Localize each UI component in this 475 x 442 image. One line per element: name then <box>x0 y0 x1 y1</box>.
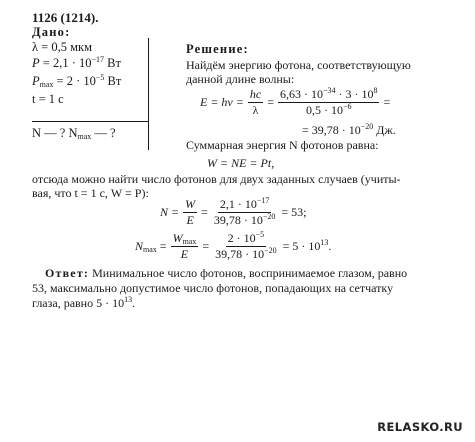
answer-label: Ответ: <box>45 266 90 280</box>
pmax-unit: Вт <box>104 74 122 88</box>
energy-frac1 <box>248 88 263 117</box>
nmax-lhs-sub: max <box>143 245 157 254</box>
answer-line1 <box>45 266 407 281</box>
answer-exp: 13 <box>124 295 133 304</box>
nmax-frac2-den-a: 39,78 · 10 <box>215 247 265 261</box>
given-pmax <box>32 74 121 89</box>
nmax-frac1-num <box>171 232 199 247</box>
nmax-frac1-den: E <box>180 247 189 261</box>
given-power <box>32 56 121 71</box>
pmax-symbol: P <box>32 74 40 88</box>
power-value: = 2,1 · 10 <box>39 56 92 70</box>
n-frac2-den-a: 39,78 · 10 <box>213 213 263 227</box>
nmax-result-exp: 13 <box>320 238 329 247</box>
nmax-result-a: = 5 · 10 <box>282 239 321 253</box>
watermark: RELASKO.RU <box>377 420 463 434</box>
nmax-frac2 <box>213 232 279 261</box>
energy-lhs: E = hν = <box>200 95 244 109</box>
energy-frac2-num-exp2: 8 <box>373 86 378 95</box>
n-frac2-num <box>218 198 272 213</box>
nmax-eq: = <box>202 239 210 253</box>
energy-equation <box>200 88 390 117</box>
solution-line1: Найдём энергию фотона, соответствующую <box>186 58 411 72</box>
energy-frac1-num: hc <box>249 87 262 101</box>
energy-result <box>302 123 396 138</box>
find-line <box>32 126 116 141</box>
power-symbol: P <box>32 56 40 70</box>
nmax-result <box>283 239 332 254</box>
energy-tail: = <box>383 95 391 109</box>
nmax-frac2-den <box>213 247 279 261</box>
energy-frac2-den-exp: −6 <box>342 102 352 111</box>
answer-text1: Минимальное число фотонов, воспринимаемое глазом, равно <box>89 266 408 280</box>
given-divider <box>32 121 148 122</box>
energy-frac2-num-b: · 3 · 10 <box>335 87 374 101</box>
nmax-lhs-eq: = <box>156 239 167 253</box>
problem-number: 1126 (1214). <box>32 10 99 25</box>
nmax-result-tail: . <box>328 239 332 253</box>
pmax-exponent: −5 <box>95 73 105 82</box>
power-unit: Вт <box>104 56 121 70</box>
pmax-value: = 2 · 10 <box>53 74 96 88</box>
solution-line3: Суммарная энергия N фотонов равна: <box>186 138 379 152</box>
nmax-frac1 <box>171 232 199 261</box>
find-subscript: max <box>77 132 92 141</box>
total-energy-equation: W = NE = Pt, <box>207 156 275 170</box>
solution-line4: отсюда можно найти число фотонов для двух заданных случаев (учиты- <box>32 172 401 186</box>
energy-frac2-num-exp: −34 <box>322 86 336 95</box>
solution-title: Решение: <box>186 42 249 56</box>
n-equation <box>160 198 307 227</box>
energy-result-a: = 39,78 · 10 <box>302 123 361 137</box>
energy-frac2-den <box>304 103 354 117</box>
nmax-frac1-num-symbol: W <box>172 231 183 245</box>
n-frac1-num: W <box>185 197 196 211</box>
nmax-frac2-den-exp: −20 <box>264 246 277 255</box>
nmax-equation <box>135 232 331 261</box>
n-frac2-den-exp: −20 <box>262 212 276 221</box>
n-frac2-num-exp: −17 <box>256 196 270 205</box>
nmax-frac1-num-sub: max <box>182 237 197 246</box>
n-lhs: N = <box>160 205 180 219</box>
n-frac2-den <box>212 213 278 227</box>
find-tail: — ? <box>91 126 116 140</box>
nmax-frac2-num <box>226 232 267 247</box>
energy-frac1-den: λ <box>252 103 259 117</box>
given-vertical-divider <box>148 38 149 150</box>
n-frac2 <box>212 198 278 227</box>
answer-text3a: глаза, равно 5 · 10 <box>32 296 125 310</box>
energy-frac2-num-a: 6,63 · 10 <box>279 87 323 101</box>
energy-result-exp: −20 <box>360 122 374 131</box>
n-frac1-den: E <box>186 213 194 227</box>
power-exponent: −17 <box>91 55 104 64</box>
given-title: Дано: <box>32 25 71 39</box>
answer-line3 <box>32 296 135 311</box>
given-wavelength: λ = 0,5 мкм <box>32 40 93 54</box>
n-frac2-num-a: 2,1 · 10 <box>219 197 257 211</box>
n-eq: = <box>201 205 208 219</box>
given-time: t = 1 с <box>32 92 64 106</box>
energy-frac2-num <box>278 88 380 103</box>
nmax-frac2-num-exp: −5 <box>255 230 265 239</box>
energy-eq: = <box>267 95 274 109</box>
energy-result-unit: Дж. <box>373 123 396 137</box>
energy-frac2-den-a: 0,5 · 10 <box>305 103 343 117</box>
energy-frac2 <box>278 88 380 117</box>
n-frac1 <box>183 198 197 227</box>
nmax-lhs <box>135 239 167 254</box>
nmax-frac2-num-a: 2 · 10 <box>227 231 256 245</box>
solution-line5: вая, что t = 1 с, W = P): <box>32 186 149 200</box>
answer-text3b: . <box>132 296 136 310</box>
nmax-lhs-symbol: N <box>135 239 144 253</box>
solution-line2: данной длине волны: <box>186 72 295 86</box>
answer-line2: 53, максимально допустимое число фотонов, попадающих на сетчатку <box>32 281 394 295</box>
pmax-subscript: max <box>39 80 54 89</box>
n-result: = 53; <box>281 205 307 219</box>
find-text: N — ? N <box>32 126 78 140</box>
